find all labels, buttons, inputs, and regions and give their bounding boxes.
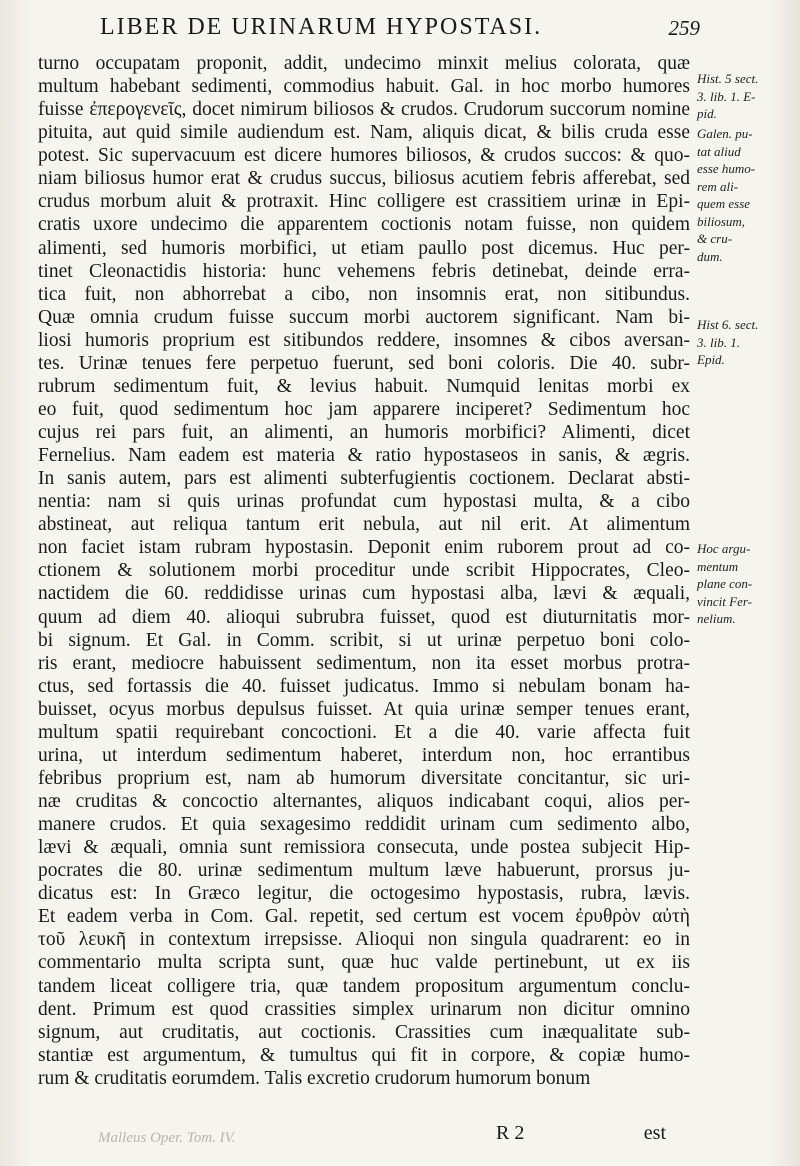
text-line: rubrum sedimentum fuit, & levius habuit. Numquid lenitas morbi ex (38, 375, 690, 397)
margin-note-line: biliosum, (697, 213, 746, 229)
margin-note-4 (697, 540, 797, 628)
text-line: potest. Sic supervacuum est dicere humores biliosos, & crudos succos: & quo- (38, 145, 690, 167)
margin-note-line: esse humo- (697, 161, 756, 176)
text-line: dicatus est: In Græco legitur, die octogesimo hypostasis, rubra, lævis. (38, 883, 690, 905)
text-line: ctus, sed fortassis die 40. fuisset judicatus. Immo si nebulam bonam ha- (38, 675, 690, 697)
margin-note-line: dum. (697, 248, 723, 264)
text-line: rum & cruditatis eorumdem. Talis excretio crudorum humorum bonum (38, 1067, 591, 1089)
margin-note-line: Galen. pu- (697, 126, 753, 141)
margin-note-line: nelium. (697, 611, 736, 626)
margin-note-line: tat aliud (697, 143, 741, 159)
text-line: dent. Primum est quod crassities simplex urinarum non dicitur omnino (38, 998, 690, 1020)
margin-note-line: & cru- (697, 231, 733, 246)
text-line: Fernelius. Nam eadem est materia & ratio hypostaseos in sanis, & ægris. (38, 445, 690, 467)
margin-note-line: Hoc argu- (697, 541, 751, 556)
bleed-through-text: Malleus Oper. Tom. IV. (98, 1130, 236, 1146)
margin-note-3 (697, 316, 797, 369)
text-line: urina, ut interdum sedimentum haberet, interdum non, hoc errantibus (38, 744, 690, 766)
text-line: liosi humoris proprium est sitibundos reddere, insomnes & cibos aversan- (38, 329, 690, 351)
text-line: fuisse ἐπερογενεῖς, docet nimirum biliosos & crudos. Crudorum succorum nomine (38, 99, 690, 121)
margin-note-line: plane con- (697, 576, 753, 591)
text-line: lævi & æquali, omnia sunt remissiora consecuta, unde postea subjecit Hip- (38, 837, 690, 859)
margin-note-line: quem esse (697, 196, 751, 211)
margin-note-2 (697, 125, 797, 265)
margin-note-line: Hist. 5 sect. (697, 71, 759, 86)
page-footer (38, 1118, 690, 1150)
text-line: alimenti, sed humoris morbifici, ut etiam paullo post dicemus. Huc per- (38, 237, 690, 259)
margin-note-line: Epid. (697, 352, 725, 367)
page-header (100, 14, 700, 48)
text-line: multum habebant sedimenti, commodius habuit. Gal. in hoc morbo humores (38, 76, 690, 98)
text-line: cratis uxore undecimo die apparentem coctionis notam fuisse, non quidem (38, 214, 690, 236)
text-line: ris erant, mediocre habuissent sedimentum, non ita esset morbus protra- (38, 652, 690, 674)
text-line: næ cruditas & concoctio alternantes, aliquos indicabant coqui, alios per- (38, 791, 690, 812)
text-line: tes. Urinæ tenues fere perpetuo fuerunt, sed boni coloris. Die 40. subr- (38, 352, 690, 374)
text-line: non faciet istam rubram hypostasin. Deponit enim ruborem prout ad co- (38, 537, 690, 559)
margin-note-1 (697, 70, 797, 123)
text-line: crudus morbum aluit & protraxit. Hinc colligere est crassitiem urinæ in Epi- (38, 191, 690, 213)
text-line: quum ad diem 40. alioqui subrubra fuisset, quod est diuturnitatis mor- (38, 606, 690, 628)
text-line: cujus rei pars fuit, an alimenti, an humoris morbifici? Alimenti, dicet (38, 422, 690, 443)
text-line: turno occupatam proponit, addit, undecimo minxit melius colorata, quæ (38, 53, 690, 74)
text-line: nactidem die 60. reddidisse urinas cum hypostasi alba, lævi & æquali, (38, 583, 690, 605)
text-line: ctionem & solutionem morbi proceditur unde scribit Hippocrates, Cleo- (38, 560, 690, 582)
text-line: eo fuit, quod sedimentum hoc jam apparere inciperet? Sedimentum hoc (38, 398, 690, 420)
text-line: tica fuit, non abhorrebat a cibo, non insomnis erat, non sitibundus. (38, 283, 690, 305)
margin-note-line: 3. lib. 1. (697, 334, 740, 350)
margin-note-line: 3. lib. 1. E- (697, 88, 756, 104)
body-text (38, 52, 690, 1090)
text-line: multum spatii requirebant concoctioni. Et a die 40. varie affecta fuit (38, 721, 690, 743)
signature-mark: R 2 (496, 1122, 525, 1144)
text-line: manere crudos. Et quia sexagesimo reddidit urinam cum sedimento albo, (38, 814, 690, 836)
margin-note-line: Hist 6. sect. (697, 317, 759, 332)
text-line: stantiæ est argumentum, & tumultus qui fit in corpore, & copiæ humo- (38, 1044, 690, 1066)
text-line: bi signum. Et Gal. in Comm. scribit, si ut urinæ perpetuo boni colo- (38, 629, 690, 651)
text-line: niam biliosus humor erat & crudus succus, biliosus acutiem febris afferebat, sed (38, 168, 690, 190)
page-number: 259 (668, 16, 700, 40)
text-line: commentario multa scripta sunt, quæ huc valde pertinebunt, ut ex iis (38, 952, 690, 974)
margin-note-line: vincit Fer- (697, 593, 752, 609)
text-line: Quæ omnia crudum fuisse succum morbi auctorem significant. Nam bi- (38, 306, 690, 328)
running-title: LIBER DE URINARUM HYPOSTASI. (100, 14, 543, 40)
margin-note-line: pid. (697, 106, 717, 121)
text-line: nentia: nam si quis urinas profundat cum hypostasi multa, & a cibo (38, 491, 690, 513)
margin-note-line: mentum (697, 558, 739, 574)
text-line: tandem liceat colligere tria, quæ tandem propositum argumentum conclu- (38, 975, 690, 997)
text-line: τοῦ λευκῆ in contextum irrepsisse. Alioqui non singula quadrarent: eo in (38, 929, 690, 951)
text-line: abstineat, aut reliqua tantum erit nebula, aut nil erit. At alimentum (38, 514, 690, 536)
text-line: signum, aut cruditatis, aut coctionis. Crassities cum inæqualitate sub- (38, 1021, 690, 1043)
margin-note-line: rem ali- (697, 178, 739, 194)
text-line: febribus proprium est, nam ab humorum diversitate concitantur, sic uri- (38, 767, 690, 789)
text-line: pituita, aut quid simile audiendum est. Nam, aliquis dicat, & bilis cruda esse (38, 122, 690, 144)
text-line: pocrates die 80. urinæ sedimentum multum læve habuerunt, prorsus ju- (38, 860, 690, 882)
text-line: buisset, ocyus morbus depulsus fuisset. At quia urinæ semper tenues erant, (38, 698, 690, 720)
text-line: Et eadem verba in Com. Gal. repetit, sed certum est vocem ἐρυθρὸν αὐτὴ (38, 906, 690, 928)
text-line: In sanis autem, pars est alimenti subterfugientis coctionem. Declarat absti- (38, 468, 690, 490)
catchword: est (643, 1122, 666, 1144)
text-line: tinet Cleonactidis historia: hunc vehemens febris detinebat, deinde erra- (38, 260, 690, 282)
